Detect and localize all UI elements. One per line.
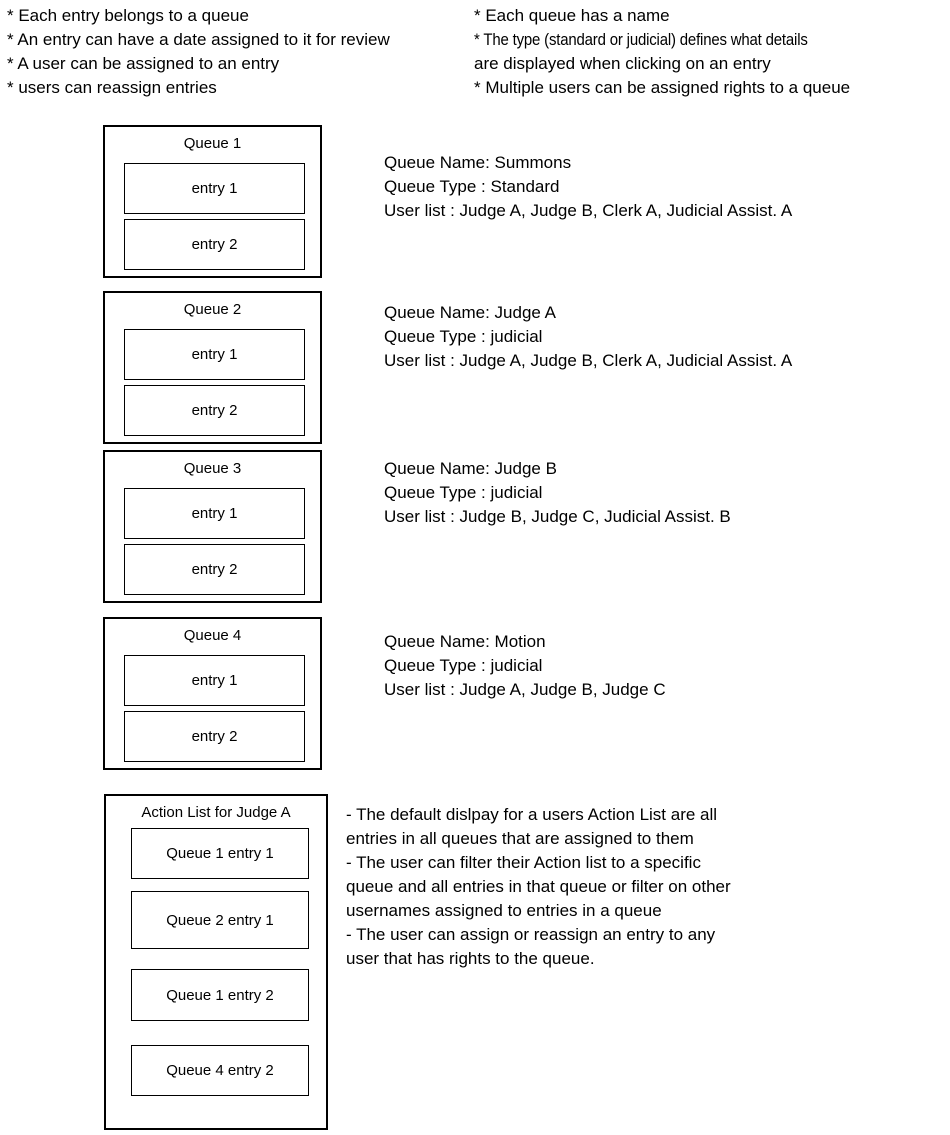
queue-entry: entry 1: [124, 655, 305, 706]
queue-info-name: Queue Name: Judge B: [384, 459, 557, 478]
notes-top-right: [474, 4, 853, 100]
note-line: entries in all queues that are assigned to them: [346, 829, 694, 848]
queue-box-4: [103, 617, 322, 770]
queue-entry: entry 1: [124, 329, 305, 380]
queue-info-1: [384, 151, 792, 223]
action-list-notes: [346, 803, 731, 971]
queue-info-name: Queue Name: Motion: [384, 632, 546, 651]
note-line: queue and all entries in that queue or filter on other: [346, 877, 731, 896]
queue-info-name: Queue Name: Judge A: [384, 303, 557, 322]
note-line: * An entry can have a date assigned to it for review: [7, 30, 390, 49]
queue-info-4: [384, 630, 666, 702]
note-line: * users can reassign entries: [7, 78, 217, 97]
queue-info-users: User list : Judge A, Judge B, Clerk A, Judicial Assist. A: [384, 351, 793, 370]
note-line: [474, 28, 853, 52]
action-list-entry: Queue 1 entry 1: [131, 828, 309, 879]
action-list-entry: Queue 4 entry 2: [131, 1045, 309, 1096]
note-line: * Each entry belongs to a queue: [7, 6, 249, 25]
queue-info-type: Queue Type : judicial: [384, 327, 543, 346]
note-line: * Each queue has a name: [474, 6, 670, 25]
action-list-entry: Queue 2 entry 1: [131, 891, 309, 949]
queue-entry: entry 2: [124, 544, 305, 595]
note-line: - The user can assign or reassign an entry to any: [346, 925, 716, 944]
queue-info-name: Queue Name: Summons: [384, 153, 572, 172]
note-line: usernames assigned to entries in a queue: [346, 901, 662, 920]
queue-title: Queue 1: [183, 135, 242, 152]
queue-title: Queue 3: [183, 460, 242, 477]
action-list-entry: Queue 1 entry 2: [131, 969, 309, 1021]
queue-entry: entry 2: [124, 385, 305, 436]
queue-box-1: [103, 125, 322, 278]
note-line: - The user can filter their Action list to a specific: [346, 853, 701, 872]
queue-info-type: Queue Type : judicial: [384, 656, 543, 675]
queue-entry: entry 2: [124, 711, 305, 762]
queue-title: Queue 4: [183, 627, 242, 644]
queue-info-type: Queue Type : judicial: [384, 483, 543, 502]
queue-info-users: User list : Judge A, Judge B, Clerk A, Judicial Assist. A: [384, 201, 793, 220]
queue-box-3: [103, 450, 322, 603]
queue-entry: entry 2: [124, 219, 305, 270]
queue-info-3: [384, 457, 731, 529]
action-list-box: [104, 794, 328, 1130]
note-line: * Multiple users can be assigned rights to a queue: [474, 78, 851, 97]
note-line-condensed: * The type (standard or judicial) defines what details: [474, 30, 808, 49]
queue-entry: entry 1: [124, 163, 305, 214]
note-line: * A user can be assigned to an entry: [7, 54, 280, 73]
notes-top-left: [7, 4, 390, 100]
queue-entry: entry 1: [124, 488, 305, 539]
queue-info-users: User list : Judge A, Judge B, Judge C: [384, 680, 666, 699]
note-line: are displayed when clicking on an entry: [474, 54, 771, 73]
queue-info-type: Queue Type : Standard: [384, 177, 560, 196]
queue-info-2: [384, 301, 792, 373]
action-list-title: Action List for Judge A: [141, 804, 291, 821]
queue-box-2: [103, 291, 322, 444]
queue-info-users: User list : Judge B, Judge C, Judicial Assist. B: [384, 507, 731, 526]
note-line: user that has rights to the queue.: [346, 949, 595, 968]
note-line: - The default dislpay for a users Action List are all: [346, 805, 718, 824]
queue-title: Queue 2: [183, 301, 242, 318]
